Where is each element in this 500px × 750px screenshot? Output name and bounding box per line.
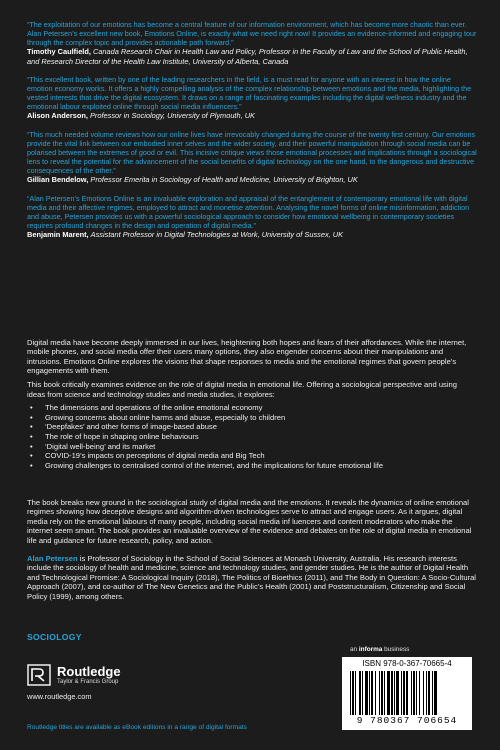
author-name: Alan Petersen <box>27 553 78 563</box>
endorsements <box>27 20 477 249</box>
list-item: • ‘Deepfakes’ and other forms of image-based abuse <box>27 422 477 432</box>
endorser-affiliation: Canada Research Chair in Health Law and Policy, Professor in the Faculty of Law and the School of Public Health, and Research Director of the Health Law Institute, University of Alberta, Canada <box>27 47 468 66</box>
examines-section <box>27 380 477 474</box>
endorser-affiliation: Assistant Professor in Digital Technologies at Work, University of Sussex, UK <box>90 230 344 240</box>
closing-paragraph: The book breaks new ground in the sociological study of digital media and the emotions. It reveals the dynamics of online emotional regimes showing how deceptive designs and algorithm-driven technologies serve to attract and engage users. As it argues, digital media rely on the emotional labours of many people, including social media inf luencers and content moderators who make the internet seem smart. The book provides an invaluable overview of the evidence and debates on the role of digital media in emotional life and guidance for future research, policy, and action. <box>27 497 472 545</box>
list-item: • Growing concerns about online harms and abuse, especially to children <box>27 413 477 423</box>
endorsement-text: “This much needed volume reviews how our online lives have irrevocably changed during the course of the twenty first century. Our emotions provide the vital link between our embodied inner selves and the wider society, and their powerful manipulation through social media can be polarised between the extremes of good or evil. This incisive critique views those emotional processes and implications through a sociological lens to reveal the potential for the advancement of the social benefits of digital technology on the one hand, to the dangerous and destructive consequences of the other.” <box>27 129 477 176</box>
endorsement <box>27 20 477 66</box>
informa-logo: informa <box>358 646 383 653</box>
examines-paragraph: This book critically examines evidence on the role of digital media in emotional life. Offering a sociological perspective and using ideas from science and technology studies and media studies, it explores: <box>27 380 457 399</box>
author-bio-text: is Professor of Sociology in the School of Social Sciences at Monash University, Australia. His research interests include the sociology of health and medicine, science and technology studies, and gender studies. He is the author of Digital Health and Technological Promise: A Sociological Inquiry (2018), The Politics of Bioethics (2011), and The Body in Question: A Socio-Cultural Approach (2007), and co-author of The New Genetics and the Public’s Health (2001) and Poststructuralism, Citizenship and Social Policy (1999), among others. <box>27 553 476 601</box>
ebook-note: Routledge titles are available as eBook editions in a range of digital formats <box>27 724 247 731</box>
subject-category: SOCIOLOGY <box>27 632 82 642</box>
barcode-icon <box>350 671 464 715</box>
endorsement <box>27 130 477 185</box>
publisher-website: www.routledge.com <box>27 692 92 701</box>
topic-list <box>27 403 477 470</box>
endorser-name: Alison Anderson, <box>27 111 88 121</box>
author-bio <box>27 554 477 602</box>
endorser-name: Gillian Bendelow, <box>27 175 89 185</box>
intro-paragraph: Digital media have become deeply immersed in our lives, heightening both hopes and fears of their affordances. While the internet, mobile phones, and social media offer their users many options, they also engender concerns about their manipulations and intrusions. Emotions Online explores the visions that shape responses to media and the emotional regimes that govern people’s engagements with them. <box>27 337 467 376</box>
barcode-panel <box>342 657 472 730</box>
endorsement-text: “This excellent book, written by one of the leading researchers in the field, is a must read for anyone with an interest in how the online emotion economy works. It offers a highly compelling analysis of the complex relationship between emotions and the media, highlighting the vested interests that drive the digital ecosystem. It draws on a range of fascinating examples including the digital wellness industry and the emotional labour exploited online through social media influencers.” <box>27 75 472 112</box>
endorser-name: Timothy Caulfield, <box>27 47 91 57</box>
list-item: • ‘Digital well-being’ and its market <box>27 442 477 452</box>
endorsement-text: “Alan Petersen’s Emotions Online is an invaluable exploration and appraisal of the entanglement of contemporary emotional life with digital media and their affective regimes, employed to attract and monetise attention. Analysing the novel forms of online misinformation, addiction and abuse, Petersen provides us with a powerful sociological approach to consider how emotional wellbeing in contemporary societies requires profound changes in the design and operation of digital media.” <box>27 193 470 231</box>
endorsement <box>27 75 477 121</box>
endorser-affiliation: Professor Emerita in Sociology of Health and Medicine, University of Brighton, UK <box>90 175 358 185</box>
list-item: • COVID-19’s impacts on perceptions of digital media and Big Tech <box>27 451 477 461</box>
list-item: • The dimensions and operations of the online emotional economy <box>27 403 477 413</box>
endorser-affiliation: Professor in Sociology, University of Plymouth, UK <box>89 111 255 121</box>
list-item: • Growing challenges to centralised control of the internet, and the implications for future emotional life <box>27 461 477 471</box>
barcode-digits: 9 780367 706654 <box>356 715 458 726</box>
isbn-label: ISBN 978-0-367-70665-4 <box>362 659 452 668</box>
publisher-logo <box>27 664 121 686</box>
endorser-name: Benjamin Marent, <box>27 230 89 240</box>
routledge-logo-icon <box>27 664 51 686</box>
publisher-group: Taylor & Francis Group <box>57 678 119 685</box>
publisher-name: Routledge <box>57 663 121 679</box>
list-item: • The role of hope in shaping online behaviours <box>27 432 477 442</box>
endorsement-text: “The exploitation of our emotions has become a central feature of our information environment, which has become more chaotic than ever. Alan Petersen’s excellent new book, Emotions Online, is exactly what we need right now! It provides an evidence-informed and engaging tour through the complex topic and provides actionable path forward.” <box>27 20 477 48</box>
endorsement <box>27 194 477 240</box>
informa-business: an informa business <box>350 646 410 653</box>
